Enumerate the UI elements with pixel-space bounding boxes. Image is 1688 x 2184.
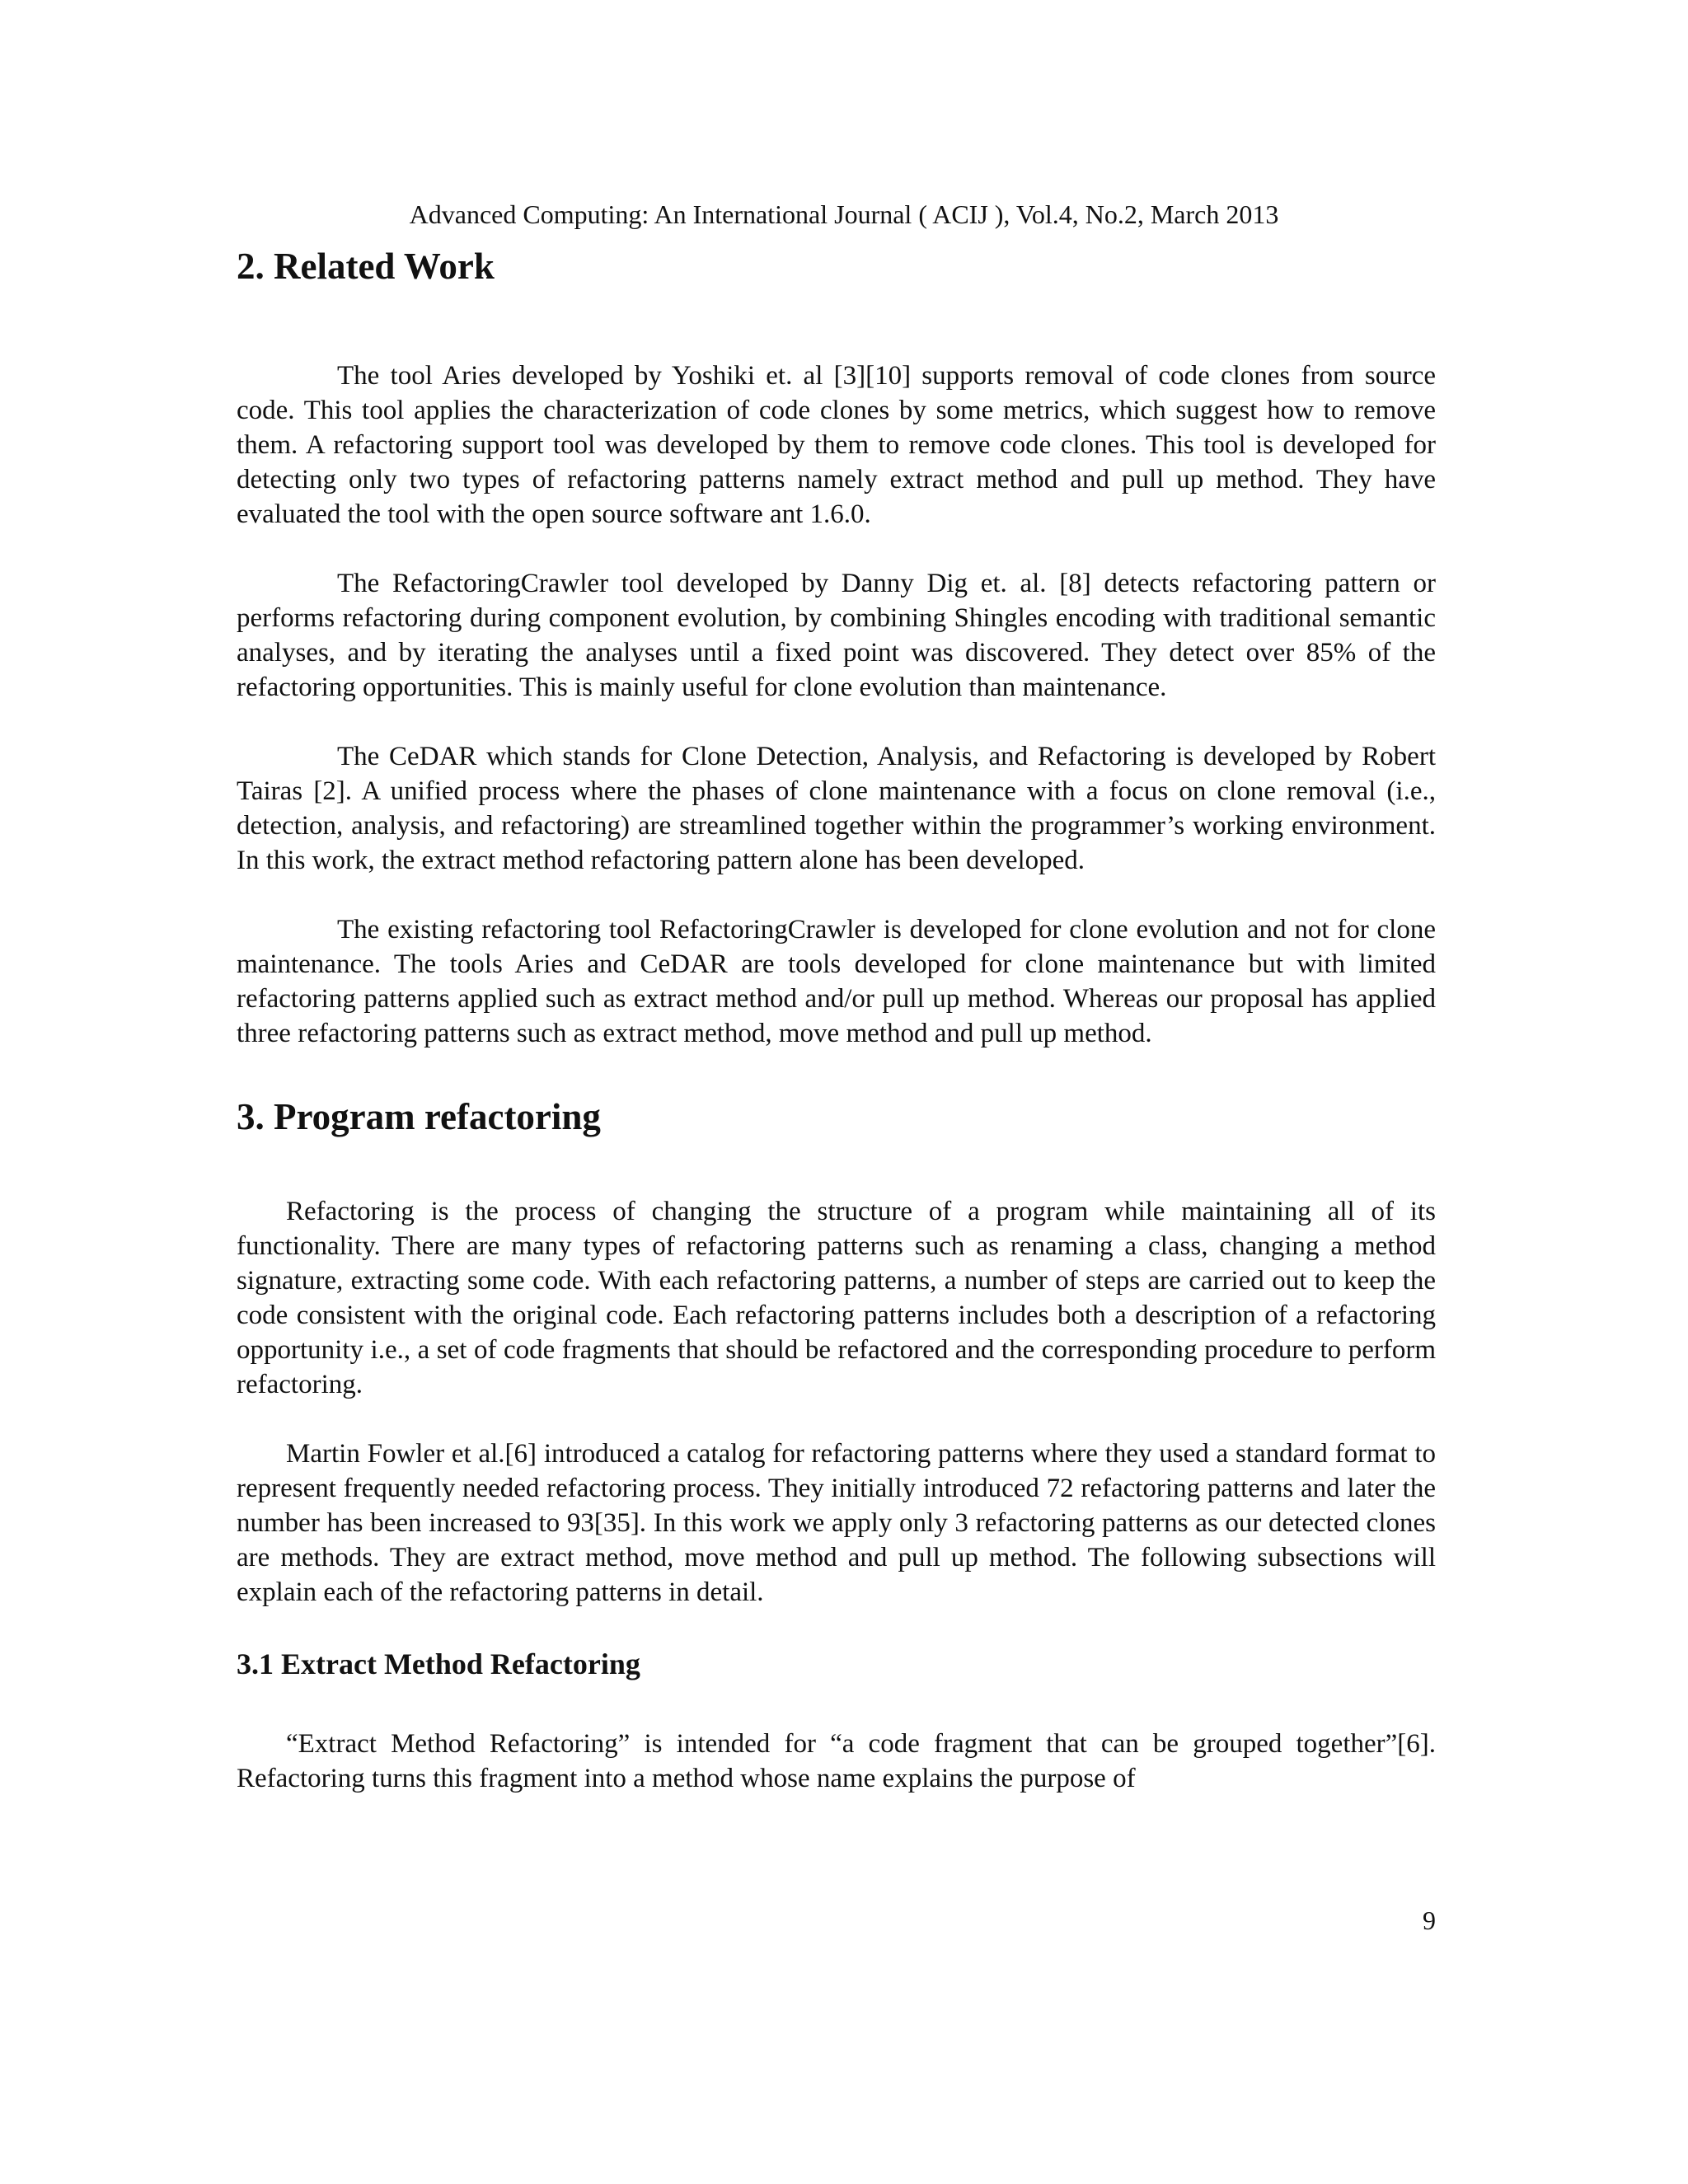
page-body bbox=[237, 243, 1436, 1796]
paragraph-aries: The tool Aries developed by Yoshiki et. al [3][10] supports removal of code clones from source code. This tool applies the characterization of code clones by some metrics, which suggest how to remove them. A refactoring support tool was developed by them to remove code clones. This tool is developed for detecting only two types of refactoring patterns namely extract method and pull up method. They have evaluated the tool with the open source software ant 1.6.0. bbox=[237, 361, 1436, 529]
running-header: Advanced Computing: An International Journal ( ACIJ ), Vol.4, No.2, March 2013 bbox=[409, 199, 1279, 229]
paragraph-cedar: The CeDAR which stands for Clone Detection, Analysis, and Refactoring is developed by Robert Tairas [2]. A unified process where the phases of clone maintenance with a focus on clone removal (i.e., detection, analysis, and refactoring) are streamlined together within the programmer’s working environment. In this work, the extract method refactoring pattern alone has been developed. bbox=[237, 742, 1436, 875]
paragraph-refactoring-definition: Refactoring is the process of changing the structure of a program while maintaining all of its functionality. There are many types of refactoring patterns such as renaming a class, changing a method signature, extracting some code. With each refactoring patterns, a number of steps are carried out to keep the code consistent with the original code. Each refactoring patterns includes both a description of a refactoring opportunity i.e., a set of code fragments that should be refactored and the corresponding procedure to perform refactoring. bbox=[237, 1197, 1436, 1399]
paragraph-fowler-catalog: Martin Fowler et al.[6] introduced a catalog for refactoring patterns where they used a standard format to represent frequently needed refactoring process. They initially introduced 72 refactoring patterns and later the number has been increased to 93[35]. In this work we apply only 3 refactoring patterns as our detected clones are methods. They are extract method, move method and pull up method. The following subsections will explain each of the refactoring patterns in detail. bbox=[237, 1439, 1436, 1607]
page-number: 9 bbox=[1423, 1905, 1436, 1935]
paragraph-extract-method: “Extract Method Refactoring” is intended for “a code fragment that can be grouped together”[6]. Refactoring turns this fragment into a method whose name explains the purpose of bbox=[237, 1729, 1436, 1793]
subsection-heading-extract-method: 3.1 Extract Method Refactoring bbox=[237, 1647, 640, 1680]
paragraph-existing-tools: The existing refactoring tool RefactoringCrawler is developed for clone evolution and not for clone maintenance. The tools Aries and CeDAR are tools developed for clone maintenance but with limited refactoring patterns applied such as extract method and/or pull up method. Whereas our proposal has applied three refactoring patterns such as extract method, move method and pull up method. bbox=[237, 915, 1436, 1048]
section-heading-related-work: 2. Related Work bbox=[237, 246, 495, 287]
section-heading-program-refactoring: 3. Program refactoring bbox=[237, 1096, 601, 1137]
paragraph-refactoringcrawler: The RefactoringCrawler tool developed by Danny Dig et. al. [8] detects refactoring pattern or performs refactoring during component evolution, by combining Shingles encoding with traditional semantic analyses, and by iterating the analyses until a fixed point was discovered. They detect over 85% of the refactoring opportunities. This is mainly useful for clone evolution than maintenance. bbox=[237, 569, 1436, 702]
